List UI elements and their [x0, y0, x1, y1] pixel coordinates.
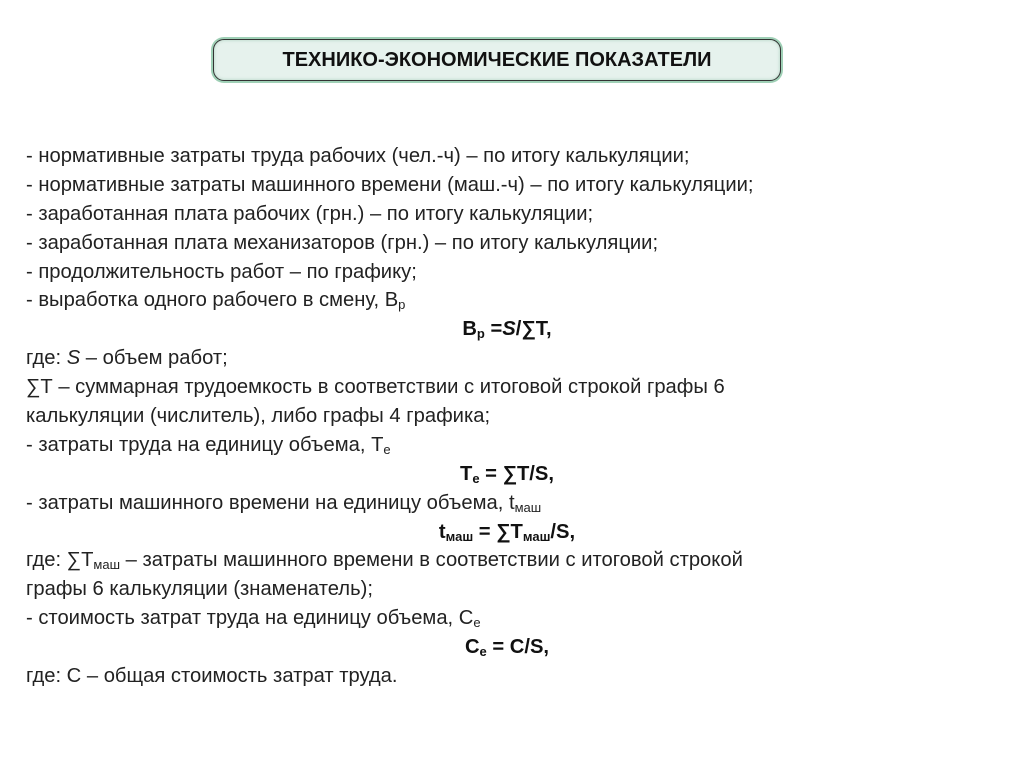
text-line — [26, 200, 988, 229]
formula-line — [26, 315, 988, 344]
text-run: = ∑Т/S, — [479, 462, 554, 485]
text-run: - затраты машинного времени на единицу объема, t — [26, 491, 515, 514]
text-run: Т — [460, 462, 473, 485]
text-run: – объем работ; — [80, 347, 228, 370]
text-run: ∑Т – суммарная трудоемкость в соответствии с итоговой строкой графы 6 — [26, 376, 725, 399]
text-run: - стоимость затрат труда на единицу объема, С — [26, 607, 474, 630]
text-line — [26, 604, 988, 633]
text-line — [26, 431, 988, 460]
text-line — [26, 171, 988, 200]
text-line — [26, 402, 988, 431]
text-run: где: — [26, 347, 67, 370]
text-run: В — [462, 318, 477, 341]
text-line — [26, 546, 988, 575]
formula-line — [26, 460, 988, 489]
text-run: - заработанная плата механизаторов (грн.) – по итогу калькуляции; — [26, 231, 659, 254]
text-line — [26, 286, 988, 315]
text-line — [26, 344, 988, 373]
text-line — [26, 489, 988, 518]
subscript: маш — [514, 499, 542, 515]
slide-body — [26, 142, 988, 691]
formula-line — [26, 633, 988, 662]
text-run: С — [464, 636, 480, 659]
subscript: е — [383, 441, 391, 457]
text-line — [26, 142, 988, 171]
text-run: - выработка одного рабочего в смену, В — [26, 289, 399, 312]
text-line — [26, 229, 988, 258]
text-run: = С/S, — [486, 636, 550, 659]
text-run: S — [66, 347, 81, 370]
text-line — [26, 575, 988, 604]
text-run: - затраты труда на единицу объема, Т — [26, 433, 384, 456]
text-run: - продолжительность работ – по графику; — [26, 260, 417, 283]
text-run: - заработанная плата рабочих (грн.) – по итогу калькуляции; — [26, 202, 594, 225]
text-run: графы 6 калькуляции (знаменатель); — [26, 578, 373, 601]
text-run: = ∑Т — [473, 520, 523, 543]
slide-title: ТЕХНИКО-ЭКОНОМИЧЕСКИЕ ПОКАЗАТЕЛИ — [213, 39, 781, 81]
text-run: /∑Т, — [515, 318, 552, 341]
text-run: калькуляции (числитель), либо графы 4 графика; — [26, 405, 491, 428]
subscript: маш — [445, 528, 474, 544]
subscript: р — [476, 326, 485, 342]
text-line — [26, 373, 988, 402]
text-run: = — [484, 318, 503, 341]
text-run: t — [438, 520, 446, 543]
subscript: маш — [93, 557, 121, 573]
subscript: е — [479, 644, 487, 660]
text-run: - нормативные затраты труда рабочих (чел.-ч) – по итогу калькуляции; — [26, 145, 690, 167]
text-run: где: С – общая стоимость затрат труда. — [26, 665, 398, 688]
text-run: /S, — [550, 520, 576, 543]
formula-line — [26, 518, 988, 547]
text-run: S — [502, 318, 516, 341]
text-run: – затраты машинного времени в соответствии с итоговой строкой — [120, 549, 743, 572]
subscript: е — [472, 470, 480, 486]
text-run: - нормативные затраты машинного времени (маш.-ч) – по итогу калькуляции; — [26, 173, 754, 196]
text-line — [26, 662, 988, 691]
subscript: р — [398, 297, 406, 313]
subscript: е — [473, 615, 481, 631]
text-line — [26, 258, 988, 287]
subscript: маш — [522, 528, 551, 544]
text-run: где: ∑Т — [26, 549, 94, 572]
